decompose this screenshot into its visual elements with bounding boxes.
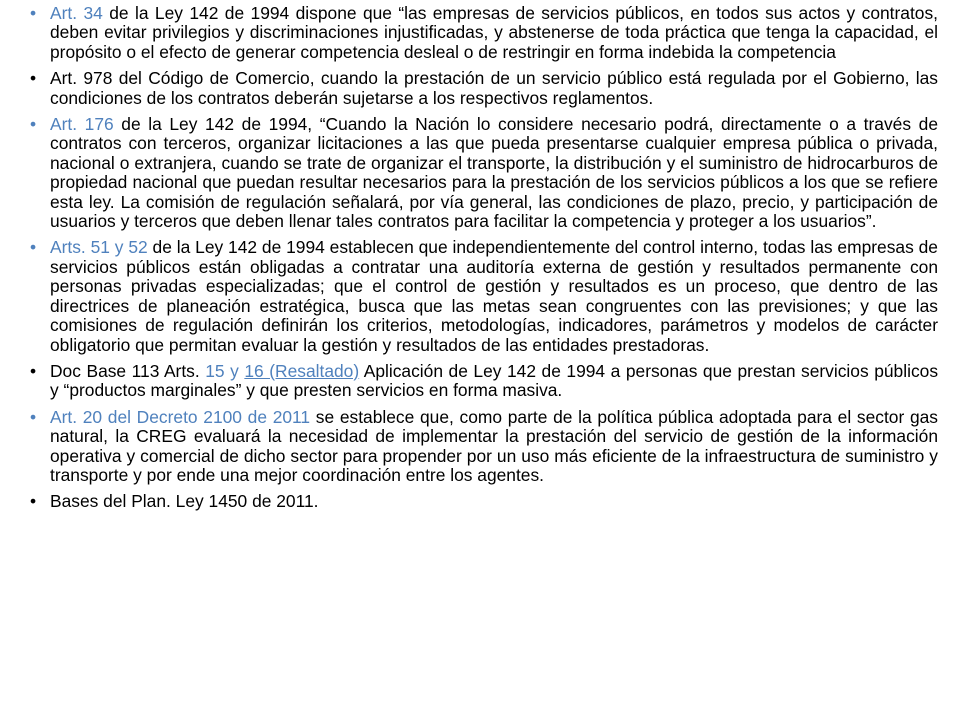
reference-link[interactable]: Art. 20 del Decreto 2100 de 2011 (50, 406, 311, 427)
reference-link[interactable]: Art. 176 (50, 114, 114, 135)
bullet-text: se establece que, como parte de la política pública adoptada para el sector gas natural, la CREG evaluará la necesidad de implementar la prestación del servicio de gestión de la información operativa y comercial de dicho sector para propender por un uso más eficiente de la infraestructura de suministro y transporte y por ende una mejor coordinación entre los agentes. (50, 406, 938, 485)
bullet-item-arts-51-52 (28, 238, 938, 354)
bullet-prefix: Doc Base 113 Arts. (50, 360, 206, 381)
bullet-text: de la Ley 142 de 1994 establecen que independientemente del control interno, todas las empresas de servicios públicos están obligadas a contratar una auditoría externa de gestión y resultados permanente con personas privadas especializadas; que el control de gestión y resultados es un proceso, que dentro de las directrices de planeación estratégica, busca que las metas sean congruentes con las previsiones; y que las comisiones de regulación definirán los criterios, metodologías, indicadores, parámetros y modelos de carácter obligatorio que permitan evaluar la gestión y resultados de las entidades prestadoras. (50, 237, 938, 355)
bullet-text: de la Ley 142 de 1994, “Cuando la Nación lo considere necesario podrá, directamente o a través de contratos con terceros, organizar licitaciones a las que pueda presentarse cualquier empresa pública o privada, nacional o extranjera, cuando se trate de organizar el transporte, la distribución y el suministro de hidrocarburos de propiedad nacional que puedan resultar necesarios para la prestación de los servicios públicos a los que se refiere esta ley. La comisión de regulación señalará, por vía general, las condiciones de plazo, precio, y participación de usuarios y terceros que deben llenar tales contratos para facilitar la competencia y proteger a los usuarios”. (50, 114, 938, 232)
bullet-text: Aplicación de Ley 142 de 1994 a personas que prestan servicios públicos y “productos marginales” y que presten servicios en forma masiva. (50, 360, 939, 401)
bullet-dot-icon: • (30, 360, 37, 381)
bullet-item-art-34 (28, 4, 938, 62)
reference-link[interactable]: Art. 34 (50, 3, 103, 23)
bullet-dot-icon: • (30, 3, 37, 23)
bullet-dot-icon: • (30, 114, 37, 135)
bullet-dot-icon: • (30, 406, 37, 427)
reference-link[interactable]: Arts. 51 y 52 (50, 237, 148, 258)
reference-link-15[interactable]: 15 (205, 360, 225, 381)
bullet-item-bases-del-plan (28, 492, 938, 511)
bullet-list (28, 4, 938, 512)
bullet-item-art-176 (28, 115, 938, 231)
bullet-dot-icon: • (30, 237, 37, 258)
bullet-dot-icon: • (30, 491, 37, 512)
bullet-item-art-978 (28, 69, 938, 108)
link-separator: y (224, 360, 245, 381)
bullet-text: Bases del Plan. Ley 1450 de 2011. (50, 491, 319, 512)
bullet-item-doc-base-113 (28, 362, 938, 401)
bullet-dot-icon: • (30, 68, 37, 89)
bullet-item-decreto-2100 (28, 408, 938, 486)
reference-link-16-resaltado[interactable]: 16 (Resaltado) (244, 360, 360, 381)
bullet-text: de la Ley 142 de 1994 dispone que “las empresas de servicios públicos, en todos sus actos y contratos, deben evitar privilegios y discriminaciones injustificadas, y abstenerse de toda práctica que tenga la capacidad, el propósito o el efecto de generar competencia desleal o de restringir en forma indebida la competencia (50, 3, 938, 62)
bullet-text: Art. 978 del Código de Comercio, cuando la prestación de un servicio público está regulada por el Gobierno, las condiciones de los contratos deberán sujetarse a los respectivos reglamentos. (50, 68, 938, 108)
